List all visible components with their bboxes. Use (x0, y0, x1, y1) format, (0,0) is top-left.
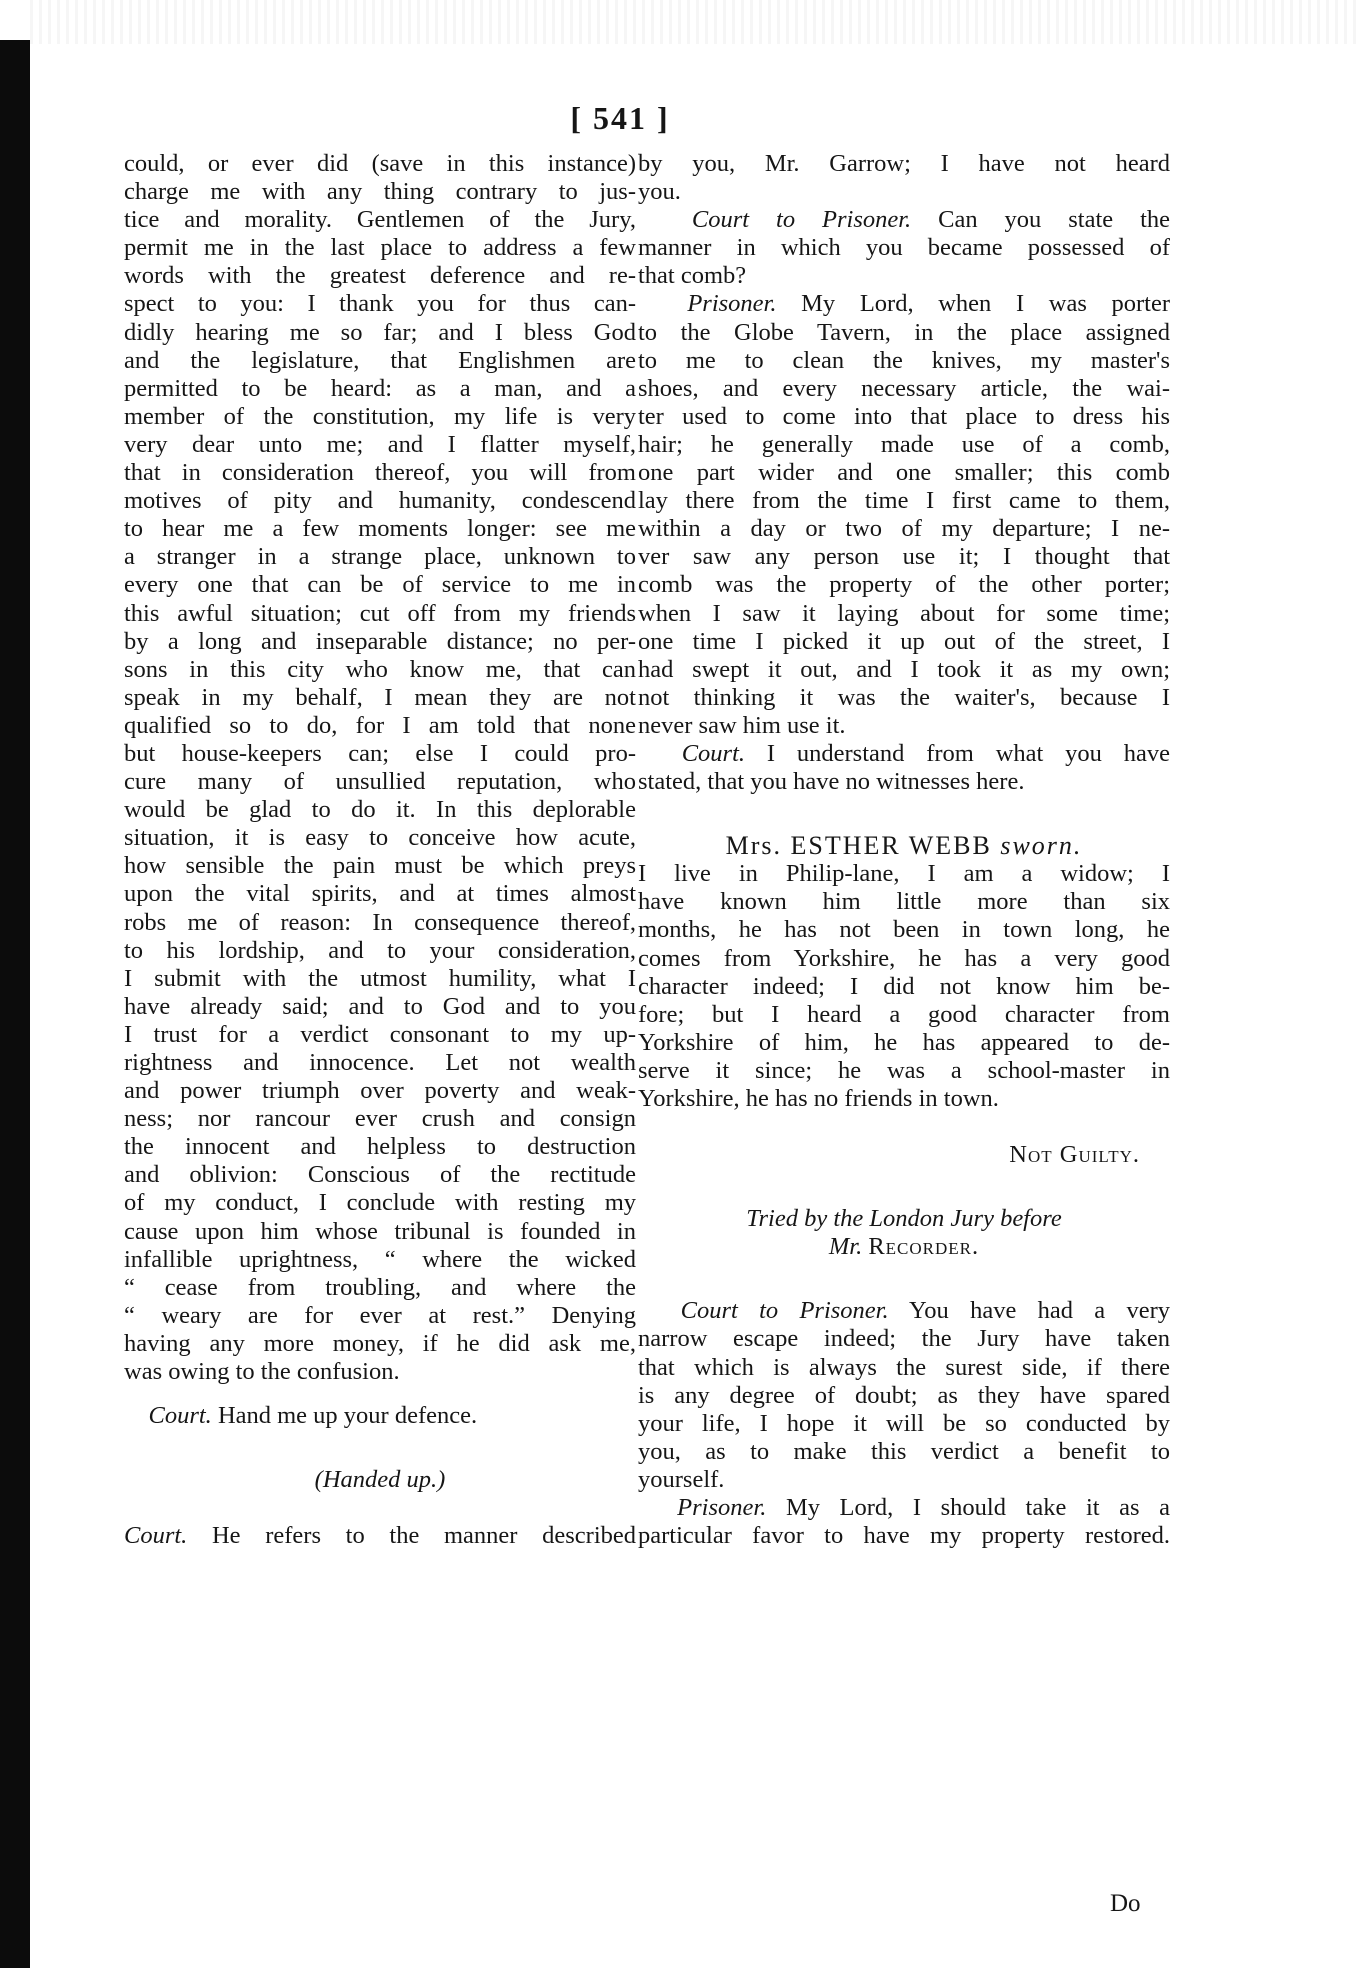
text-line: have already said; and to God and to you (124, 992, 636, 1020)
text-line: permitted to be heard: as a man, and a (124, 374, 636, 402)
speaker-label: Court. (681, 739, 746, 767)
text-line: upon the vital spirits, and at times almost (124, 880, 636, 908)
prisoner-final-line (638, 1494, 1170, 1522)
text-line: of my conduct, I conclude with resting my (124, 1189, 636, 1217)
text-line: was owing to the confusion. (124, 1358, 400, 1386)
text-line: member of the constitution, my life is very (124, 402, 636, 430)
text-line: and the legislature, that Englishmen are (124, 346, 636, 374)
text-line: comes from Yorkshire, he has a very good (638, 944, 1170, 972)
text-line: words with the greatest deference and re- (124, 262, 636, 290)
text-line: a stranger in a strange place, unknown to (124, 543, 636, 571)
text-line: and oblivion: Conscious of the rectitude (124, 1161, 636, 1189)
text-line: when I saw it laying about for some time; (638, 599, 1170, 627)
witness-name: Mrs. ESTHER WEBB (725, 832, 992, 861)
scan-noise (30, 0, 1356, 44)
text-line: ter used to come into that place to dress his (638, 402, 1170, 430)
speech-text: Hand me up your defence. (217, 1402, 478, 1430)
text-line: shoes, and every necessary article, the wai- (638, 374, 1170, 402)
handed-up-note: (Handed up.) (314, 1466, 446, 1494)
text-line: infallible uprightness, “ where the wicked (124, 1245, 636, 1273)
text-line: is any degree of doubt; as they have spared (638, 1381, 1170, 1409)
text-line: but house-keepers can; else I could pro- (124, 739, 636, 767)
speaker-label: Court. (124, 1522, 188, 1550)
text-line: rightness and innocence. Let not wealth (124, 1049, 636, 1076)
speech-text: You have had a very (909, 1297, 1170, 1325)
text-line: speak in my behalf, I mean they are not (124, 683, 636, 711)
text-line: particular favor to have my property restored. (638, 1522, 1170, 1550)
text-line: that comb? (638, 262, 747, 290)
text-line: that in consideration thereof, you will from (124, 459, 636, 487)
speech-text: I understand from what you have (766, 739, 1170, 767)
court-question-line (638, 206, 1170, 234)
text-line: have known him little more than six (638, 888, 1170, 916)
text-line: to the Globe Tavern, in the place assigned (638, 318, 1170, 346)
text-line: situation, it is easy to conceive how acute, (124, 824, 636, 852)
text-line: not thinking it was the waiter's, because I (638, 683, 1170, 711)
text-line: within a day or two of my departure; I ne- (638, 515, 1170, 543)
text-line: qualified so to do, for I am told that none (124, 711, 636, 739)
right-column (638, 150, 1170, 1550)
prisoner-answer-line (638, 290, 1170, 318)
text-line: robs me of reason: In consequence thereof, (124, 908, 636, 936)
text-line: motives of pity and humanity, condescend (124, 487, 636, 515)
text-line: months, he has not been in town long, he (638, 916, 1170, 944)
text-line: cure many of unsullied reputation, who (124, 768, 636, 796)
court-final-line (638, 1297, 1170, 1325)
speech-text: He refers to the manner described (211, 1522, 636, 1550)
text-line: charge me with any thing contrary to jus- (124, 178, 636, 206)
text-line: and power triumph over poverty and weak- (124, 1077, 636, 1105)
text-line: to his lordship, and to your consideration, (124, 936, 636, 964)
page-number: [ 541 ] (570, 100, 670, 136)
text-line: every one that can be of service to me in (124, 571, 636, 599)
speech-text: My Lord, when I was porter (801, 290, 1170, 318)
court-final-lines (638, 1325, 1170, 1494)
speaker-label: Court. (148, 1402, 212, 1430)
text-line: I submit with the utmost humility, what I (124, 964, 636, 992)
prisoner-answer-lines (638, 319, 1170, 740)
text-line: one part wider and one smaller; this comb (638, 459, 1170, 487)
text-line: you. (638, 178, 681, 206)
text-line: by a long and inseparable distance; no per- (124, 627, 636, 655)
text-line: yourself. (638, 1465, 725, 1493)
speech-text: Can you state the (938, 206, 1170, 234)
tried-by-recorder-line (638, 1233, 1170, 1261)
left-column-lines (124, 150, 636, 1386)
text-line: didly hearing me so far; and I bless God (124, 318, 636, 346)
tried-by-line: Tried by the London Jury before (746, 1205, 1062, 1233)
verdict: Not Guilty. (1009, 1141, 1140, 1169)
text-line: lay there from the time I first came to them, (638, 487, 1170, 515)
text-line: how sensible the pain must be which preys (124, 852, 636, 880)
speaker-label: Prisoner. (677, 1494, 767, 1522)
text-line: tice and morality. Gentlemen of the Jury, (124, 206, 636, 234)
text-line: very dear unto me; and I flatter myself, (124, 430, 636, 458)
text-line: I live in Philip-lane, I am a widow; I (638, 860, 1170, 888)
text-line: fore; but I heard a good character from (638, 1000, 1170, 1028)
court-refers-line (124, 1522, 636, 1550)
binding-edge (0, 40, 30, 1968)
text-line: narrow escape indeed; the Jury have taken (638, 1325, 1170, 1353)
text-line: permit me in the last place to address a few (124, 234, 636, 262)
text-line: “ cease from troubling, and where the (124, 1273, 636, 1301)
witness-heading (638, 832, 1170, 860)
witness-testimony-lines (638, 860, 1170, 1113)
text-line: ver saw any person use it; I thought that (638, 543, 1170, 571)
text-line: spect to you: I thank you for thus can- (124, 290, 636, 318)
text-line: cause upon him whose tribunal is founded in (124, 1217, 636, 1245)
left-column (124, 150, 636, 1550)
text-line: you, as to make this verdict a benefit to (638, 1437, 1170, 1465)
text-line: by you, Mr. Garrow; I have not heard (638, 150, 1170, 177)
text-line: this awful situation; cut off from my friends (124, 599, 636, 627)
text-line: having any more money, if he did ask me, (124, 1329, 636, 1357)
text-line: never saw him use it. (638, 711, 846, 739)
text-line: to hear me a few moments longer: see me (124, 515, 636, 543)
text-line: hair; he generally made use of a comb, (638, 430, 1170, 458)
speaker-label: Court to Prisoner. (680, 1297, 889, 1325)
recorder-name: Recorder. (868, 1233, 980, 1261)
text-line: Yorkshire, he has no friends in town. (638, 1085, 999, 1112)
text-line: I trust for a verdict consonant to my up- (124, 1020, 636, 1048)
speaker-label: Court to Prisoner. (691, 206, 912, 234)
text-line: the innocent and helpless to destruction (124, 1133, 636, 1161)
text-line: one time I picked it up out of the street, I (638, 627, 1170, 655)
text-line: to me to clean the knives, my master's (638, 346, 1170, 374)
text-line: serve it since; he was a school-master in (638, 1056, 1170, 1084)
text-line: character indeed; I did not know him be- (638, 972, 1170, 1000)
text-line: your life, I hope it will be so conducted by (638, 1409, 1170, 1437)
text-line: manner in which you became possessed of (638, 234, 1170, 262)
speech-text: My Lord, I should take it as a (785, 1494, 1170, 1522)
text-line: would be glad to do it. In this deplorable (124, 796, 636, 824)
sworn-label: sworn. (1000, 832, 1083, 861)
text-line: stated, that you have no witnesses here. (638, 768, 1025, 796)
text-line: “ weary are for ever at rest.” Denying (124, 1301, 636, 1329)
text-line: sons in this city who know me, that can (124, 655, 636, 683)
text-line: had swept it out, and I took it as my own; (638, 655, 1170, 683)
text-line: could, or ever did (save in this instance) (124, 150, 636, 177)
text-line: comb was the property of the other porter; (638, 571, 1170, 599)
text-line: that which is always the surest side, if there (638, 1353, 1170, 1381)
court-statement-line (638, 740, 1170, 768)
catchword: Do (1110, 1890, 1141, 1917)
text-line: ness; nor rancour ever crush and consign (124, 1105, 636, 1133)
text-line: Yorkshire of him, he has appeared to de- (638, 1028, 1170, 1056)
speaker-label: Prisoner. (687, 290, 777, 318)
court-hand-up-line (124, 1402, 636, 1430)
title-prefix: Mr. (828, 1233, 863, 1261)
